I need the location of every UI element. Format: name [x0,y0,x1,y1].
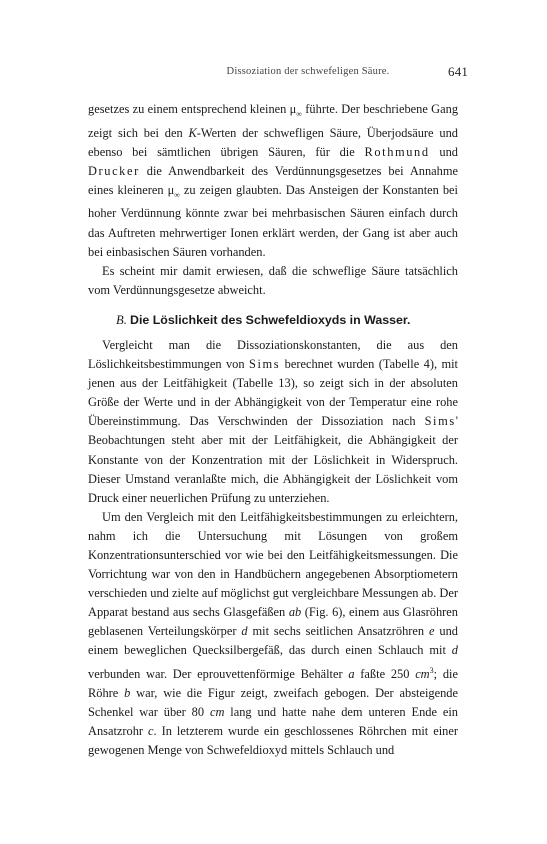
body-text [88,100,458,760]
author-name: Drucker [88,163,140,178]
section-title: Die Löslichkeit des Schwefeldioxyds in Wasser. [130,312,411,327]
page-number: 641 [448,64,469,79]
author-name: Rothmund [364,144,430,159]
section-letter: B. [116,312,127,327]
paragraph-2: Es scheint mir damit erwiesen, daß die schweflige Säure tatsächlich vom Verdünnungsgesetze abweicht. [88,263,458,297]
author-name: Sims [248,357,281,372]
section-heading [88,311,458,330]
paragraph-1: gesetzes zu einem entsprechend kleinen $\mu_\infty$ führte. Der beschriebene Gang zeigt sich bei den K-Werten der schwefligen Säure, Überjodsäure und ebenso bei sämtlichen übrigen Säuren, für die Rothmund und Drucker die Anwendbarkeit des Verdünnungsgesetzes bei Annahme eines kleineren $\mu_\infty$ zu zeigen glaubten. Das Ansteigen der Konstanten bei hoher Verdünnung könnte zwar bei mehrbasischen Säuren einfach durch das Auftreten mehrwertiger Ionen erklärt werden, der Gang ist aber auch bei einbasischen Säuren vorhanden. [88,102,459,259]
paragraph-3: Vergleicht man die Dissoziationskonstanten, die aus den Löslichkeitsbestimmungen von Sims berechnet wurden (Tabelle 4), mit jenen aus der Leitfähigkeit (Tabelle 13), so zeigt sich in der absoluten Größe der Werte und in der Abhängigkeit von der Temperatur eine rohe Übereinstimmung. Das Verschwinden der Dissoziation nach Sims' Beobachtungen steht aber mit der Leitfähigkeit, die Abhängigkeit der Konstante von der Konzentration mit der Löslichkeit in Widerspruch. Dieser Umstand veranlaßte mich, die Abhängigkeit der Löslichkeit vom Druck einer neuerlichen Prüfung zu unterziehen. [88,337,459,505]
running-title: Dissoziation der schwefeligen Säure. [226,66,390,77]
author-name: Sims [424,414,456,429]
paragraph-4: Um den Vergleich mit den Leitfähigkeitsbestimmungen zu erleichtern, nahm ich die Untersuchung mit Lösungen von großem Konzentrationsunterschied vor wie bei den Leitfähigkeitsmessungen. Die Vorrichtung war von den in Handbüchern angegebenen Absorptiometern verschieden und zielte auf möglichst gut vergleichbare Messungen ab. Der Apparat bestand aus sechs Glasgefäßen ab (Fig. 6), einem aus Glasröhren geblasenen Verteilungskörper d mit sechs seitlichen Ansatzröhren e und einem beweglichen Quecksilbergefäß, das durch einen Schlauch mit d verbunden war. Der eprouvettenförmige Behälter a faßte 250 $cm^3$; die Röhre b war, wie die Figur zeigt, zweifach gebogen. Der absteigende Schenkel war über 80 cm lang und hatte nahe dem unteren Ende ein Ansatzrohr c. In letzterem wurde ein geschlossenes Röhrchen mit einer gewogenen Menge von Schwefeldioxyd mittels Schlauch und [88,509,459,758]
